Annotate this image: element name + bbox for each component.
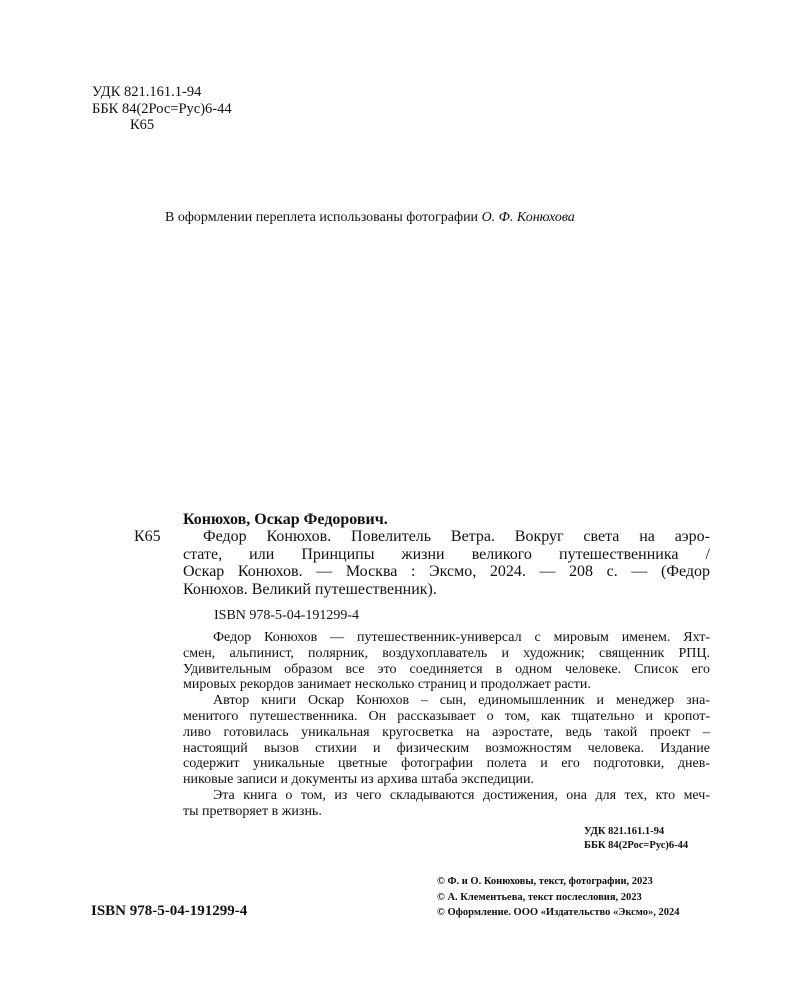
credit-text: В оформлении переплета использованы фотографии xyxy=(165,210,482,225)
annotation-line: Автор книги Оскар Конюхов – сын, единомышленник и менеджер зна- xyxy=(213,693,710,709)
udk-code-bottom: УДК 821.161.1-94 xyxy=(584,826,665,837)
bbk-code-bottom: ББК 84(2Рос=Рус)6-44 xyxy=(584,840,689,851)
annotation-line: мировых рекордов занимает несколько страниц и продолжает расти. xyxy=(183,677,591,693)
bib-line: Федор Конюхов. Повелитель Ветра. Вокруг света на аэро- xyxy=(203,528,710,545)
annotation-line: менитого путешественника. Он рассказывает о том, как тщательно и кропот- xyxy=(183,708,710,724)
isbn-bottom: ISBN 978-5-04-191299-4 xyxy=(91,903,248,919)
copyright-block xyxy=(437,874,680,921)
annotation xyxy=(183,630,710,820)
classification-codes xyxy=(92,84,232,134)
cover-photo-credit xyxy=(165,210,575,226)
credit-name: О. Ф. Конюхова xyxy=(481,210,575,225)
bib-line: стате, или Принципы жизни великого путешественника / xyxy=(183,545,710,563)
copyright-line: © Оформление. ООО «Издательство «Эксмо», 2024 xyxy=(437,907,680,918)
bibliographic-description xyxy=(183,528,710,598)
copyright-line: © Ф. и О. Конюховы, текст, фотографии, 2023 xyxy=(437,876,653,887)
bib-author: Конюхов, Оскар Федорович. xyxy=(183,511,388,528)
bbk-code: ББК 84(2Рос=Рус)6-44 xyxy=(92,100,232,117)
annotation-line: содержит уникальные цветные фотографии полета и его подготовки, днев- xyxy=(183,756,710,772)
copyright-line: © А. Клементьева, текст послесловия, 2023 xyxy=(437,891,642,903)
annotation-line: Эта книга о том, из чего складываются достижения, она для тех, кто меч- xyxy=(213,787,710,803)
udk-code: УДК 821.161.1-94 xyxy=(92,84,202,100)
annotation-line: Федор Конюхов — путешественник-универсал с мировым именем. Яхт- xyxy=(213,630,710,645)
bib-author-sign: К65 xyxy=(134,528,161,545)
annotation-line: Удивительным образом все это соединяется в одном человеке. Список его xyxy=(183,661,710,677)
annotation-line: ливо готовилась уникальная кругосветка на аэростате, ведь такой проект – xyxy=(183,724,710,740)
bib-line: Конюхов. Великий путешественник). xyxy=(183,580,437,598)
bib-line: Оскар Конюхов. — Москва : Эксмо, 2024. — 208 с. — (Федор xyxy=(183,563,710,580)
classification-codes-bottom xyxy=(584,825,688,853)
annotation-line: настоящий вызов стихии и физическим возможностям человека. Издание xyxy=(183,740,710,756)
annotation-line: никовые записи и документы из архива штаба экспедиции. xyxy=(183,772,534,788)
bib-isbn: ISBN 978-5-04-191299-4 xyxy=(214,608,360,623)
annotation-line: ты претворяет в жизнь. xyxy=(183,803,322,819)
annotation-line: смен, альпинист, полярник, воздухоплаватель и художник; священник РПЦ. xyxy=(183,645,710,661)
author-sign: К65 xyxy=(130,117,155,133)
